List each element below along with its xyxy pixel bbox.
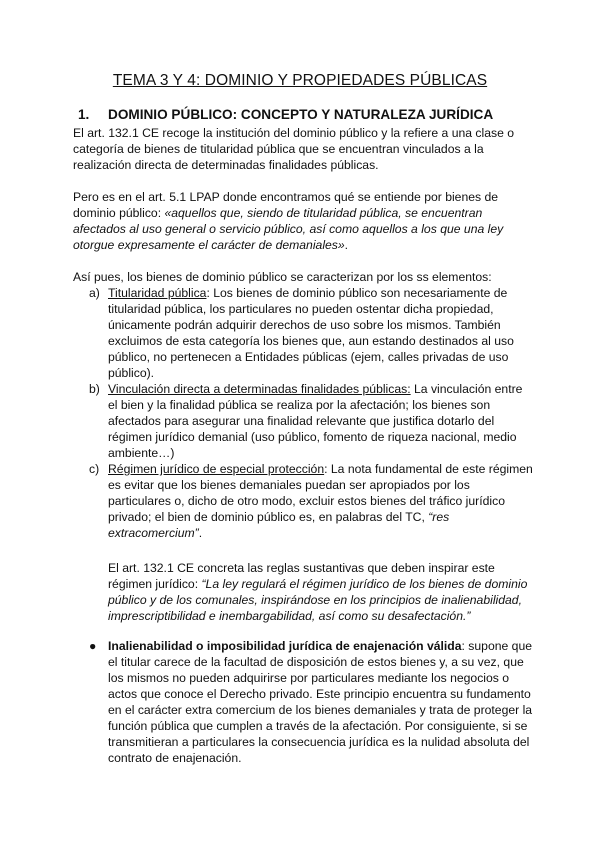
list-item-term: Vinculación directa a determinadas finalidades públicas: — [108, 382, 411, 396]
bullet-bold: Inalienabilidad o imposibilidad jurídica de enajenación válida — [108, 639, 462, 653]
list-item-term: Titularidad pública — [108, 286, 207, 300]
list-marker: b) — [89, 382, 100, 396]
section-heading — [78, 107, 493, 122]
list-item — [73, 461, 533, 541]
elements-intro: Así pues, los bienes de dominio público se caracterizan por los ss elementos: — [73, 270, 492, 284]
bullet-item — [73, 638, 533, 766]
art132-lead: El art. 132.1 CE concreta las reglas sustantivas que deben inspirar este régimen jurídico: — [108, 561, 495, 591]
elements-list — [73, 285, 533, 541]
bullet-text-block — [73, 638, 533, 766]
list-item-text: La nota fundamental de este régimen es evitar que los bienes demaniales puedan ser apropiados por los particulares o, dicho de otro modo, excluir estos bienes del tráfico jurídico privado; el bien de dominio público es, en palabras del TC, — [108, 462, 533, 524]
bullet-marker: ● — [89, 639, 97, 653]
list-item-tail: . — [198, 526, 203, 540]
art132-paragraph — [108, 560, 533, 624]
lpap-quote: «aquellos que, siendo de titularidad pública, se encuentran afectados al uso general o servicio público, así como aquellos a los que una ley otorgue expresamente el carácter de demaniales» — [73, 206, 504, 252]
lpap-paragraph — [73, 189, 533, 253]
intro-paragraph: El art. 132.1 CE recoge la institución del dominio público y la refiere a una clase o categoría de bienes de titularidad pública que se encuentran vinculados a la realización directa de determinadas finalidades públicas. — [73, 126, 515, 172]
art132-quote: “La ley regulará el régimen jurídico de los bienes de dominio público y de los comunales, inspirándose en los principios de inalienabilidad, imprescriptibilidad e inembargabilidad, así como su desafectación.” — [108, 577, 528, 623]
list-item-text: Los bienes de dominio público son necesariamente de titularidad pública, los particulares no pueden ostentar dicha propiedad, únicamente podrán adquirir derechos de uso sobre los mismos. También excluimos de esta categoría los bienes que, aun estando destinados al uso público, no pertenecen a Entidades públicas (ejem, calles privadas de uso público). — [108, 286, 514, 380]
bullet-text: : supone que el titular carece de la facultad de disposición de estos bienes y, a su vez, que los mismos no pueden adquirirse por particulares mediante los negocios o actos que conoce el Derecho privado. Este principio encuentra su fundamento en el carácter extra comercium de los bienes demaniales y trata de proteger la función pública que cumplen a través de la afectación. Por consiguiente, si se transmitieran a particulares la consecuencia jurídica es la nulidad absoluta del contrato de enajenación. — [108, 639, 533, 765]
lpap-lead: Pero es en el art. 5.1 LPAP donde encontramos qué se entiende por bienes de dominio público: — [73, 190, 499, 220]
list-item-sep: : — [206, 286, 214, 300]
list-item-text: La vinculación entre el bien y la finalidad pública se realiza por la afectación; los bienes son afectados para asegurar una finalidad relevante que justifica dotarlo del régimen jurídico demanial (uso público, fomento de riqueza nacional, medio ambiente…) — [108, 382, 523, 460]
section-heading-text: DOMINIO PÚBLICO: CONCEPTO Y NATURALEZA JURÍDICA — [108, 107, 494, 122]
list-item — [73, 285, 533, 381]
list-marker: a) — [89, 286, 100, 300]
lpap-end: . — [344, 238, 349, 252]
list-marker: c) — [89, 462, 100, 476]
document-title: TEMA 3 Y 4: DOMINIO Y PROPIEDADES PÚBLICAS — [112, 72, 488, 89]
section-number: 1. — [78, 107, 90, 122]
list-item — [73, 381, 533, 461]
list-item-term: Régimen jurídico de especial protección — [108, 462, 325, 476]
list-item-italic: “res extracomercium” — [108, 510, 450, 540]
list-item-sep: : — [324, 462, 331, 476]
